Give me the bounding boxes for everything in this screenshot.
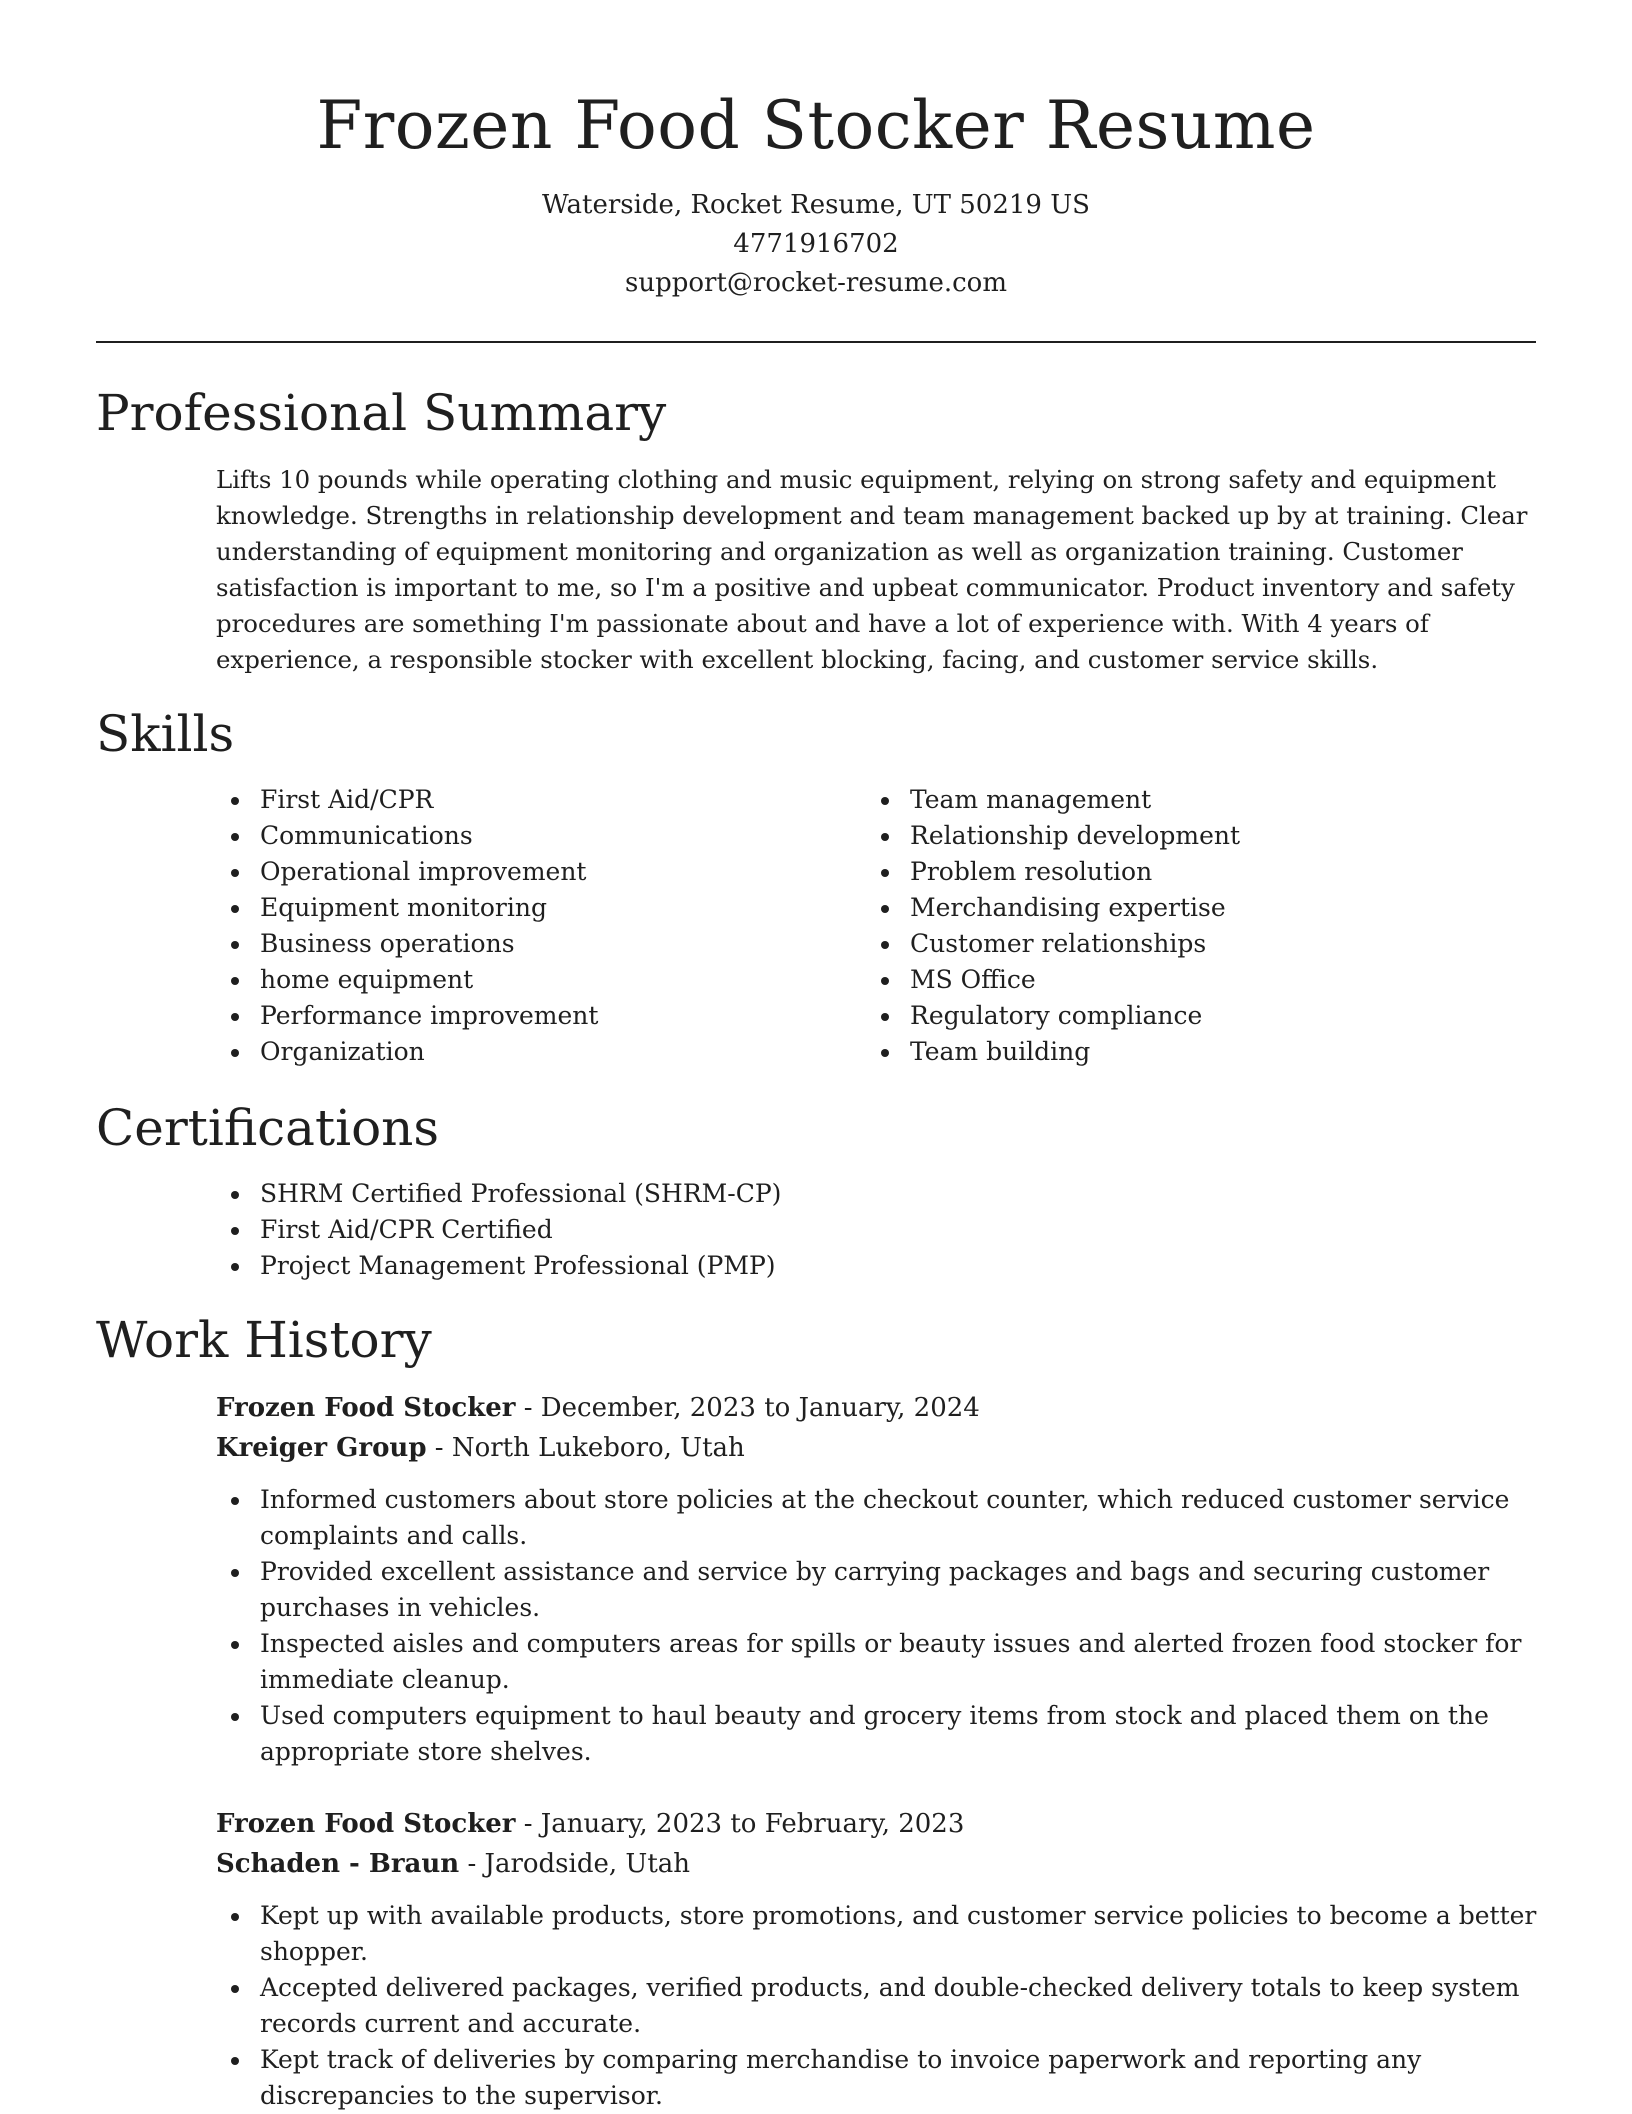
skills-list-left <box>216 782 836 1070</box>
job-duty-item: Informed customers about store policies at the checkout counter, which reduced customer service complaints and calls. <box>216 1482 1538 1554</box>
certifications-heading: Certifications <box>96 1099 440 1157</box>
job-duty-item: Provided excellent assistance and service by carrying packages and bags and securing customer purchases in vehicles. <box>216 1554 1538 1626</box>
skill-item: Merchandising expertise <box>866 890 1506 926</box>
skill-item: Regulatory compliance <box>866 998 1506 1034</box>
contact-email: support@rocket-resume.com <box>624 268 1007 298</box>
job-title: Frozen Food Stocker <box>216 1393 516 1423</box>
job-dates: - December, 2023 to January, 2024 <box>515 1393 980 1423</box>
resume-header <box>0 0 1632 303</box>
contact-address: Waterside, Rocket Resume, UT 50219 US <box>542 190 1090 220</box>
skill-item: Problem resolution <box>866 854 1506 890</box>
skill-item: Customer relationships <box>866 926 1506 962</box>
skill-item: Organization <box>216 1034 836 1070</box>
job-duties-list <box>216 1482 1538 1770</box>
skill-item: Communications <box>216 818 836 854</box>
summary-text: Lifts 10 pounds while operating clothing and music equipment, relying on strong safety and equipment knowledge. Strengths in relationship development and team management backed up by at training. Clear understanding of equipment monitoring and organization as well as organization training. Customer satisfaction is important to me, so I'm a positive and upbeat communicator. Product inventory and safety procedures are something I'm passionate about and have a lot of experience with. With 4 years of experience, a responsible stocker with excellent blocking, facing, and customer service skills. <box>216 465 1528 674</box>
job-duty-item: Used computers equipment to haul beauty and grocery items from stock and placed them on the appropriate store shelves. <box>216 1698 1538 1770</box>
job-duty-item: Inspected aisles and computers areas for spills or beauty issues and alerted frozen food stocker for immediate cleanup. <box>216 1626 1538 1698</box>
job-company-line <box>216 1844 690 1884</box>
job-title: Frozen Food Stocker <box>216 1809 516 1839</box>
job-title-line <box>216 1804 964 1844</box>
contact-block <box>0 186 1632 303</box>
summary-heading: Professional Summary <box>96 384 667 442</box>
job-duty-item: Accepted delivered packages, verified products, and double-checked delivery totals to keep system records current and accurate. <box>216 1970 1538 2042</box>
certification-item: First Aid/CPR Certified <box>216 1212 1516 1248</box>
skill-item: Business operations <box>216 926 836 962</box>
skill-item: First Aid/CPR <box>216 782 836 818</box>
job-company: Kreiger Group <box>216 1433 427 1463</box>
job-location: - North Lukeboro, Utah <box>426 1433 745 1463</box>
certification-item: Project Management Professional (PMP) <box>216 1248 1516 1284</box>
job-company-line <box>216 1428 745 1468</box>
job-title-line <box>216 1388 980 1428</box>
skill-item: MS Office <box>866 962 1506 998</box>
skill-item: Performance improvement <box>216 998 836 1034</box>
job-company: Schaden - Braun <box>216 1849 460 1879</box>
resume-title: Frozen Food Stocker Resume <box>316 87 1316 164</box>
job-location: - Jarodside, Utah <box>459 1849 691 1879</box>
skill-item: Equipment monitoring <box>216 890 836 926</box>
work-history-heading: Work History <box>96 1311 432 1369</box>
job-dates: - January, 2023 to February, 2023 <box>515 1809 965 1839</box>
skill-item: Operational improvement <box>216 854 836 890</box>
job-duty-item: Kept up with available products, store promotions, and customer service policies to become a better shopper. <box>216 1898 1538 1970</box>
job-duties-list <box>216 1898 1538 2114</box>
certification-item: SHRM Certified Professional (SHRM-CP) <box>216 1176 1516 1212</box>
skill-item: Team management <box>866 782 1506 818</box>
skill-item: Relationship development <box>866 818 1506 854</box>
job-duty-item: Kept track of deliveries by comparing merchandise to invoice paperwork and reporting any discrepancies to the supervisor. <box>216 2042 1538 2114</box>
skills-list-right <box>866 782 1506 1070</box>
skills-heading: Skills <box>96 705 235 763</box>
header-divider <box>96 341 1536 343</box>
certifications-list <box>216 1176 1516 1284</box>
contact-phone: 4771916702 <box>733 229 899 259</box>
skill-item: Team building <box>866 1034 1506 1070</box>
skill-item: home equipment <box>216 962 836 998</box>
